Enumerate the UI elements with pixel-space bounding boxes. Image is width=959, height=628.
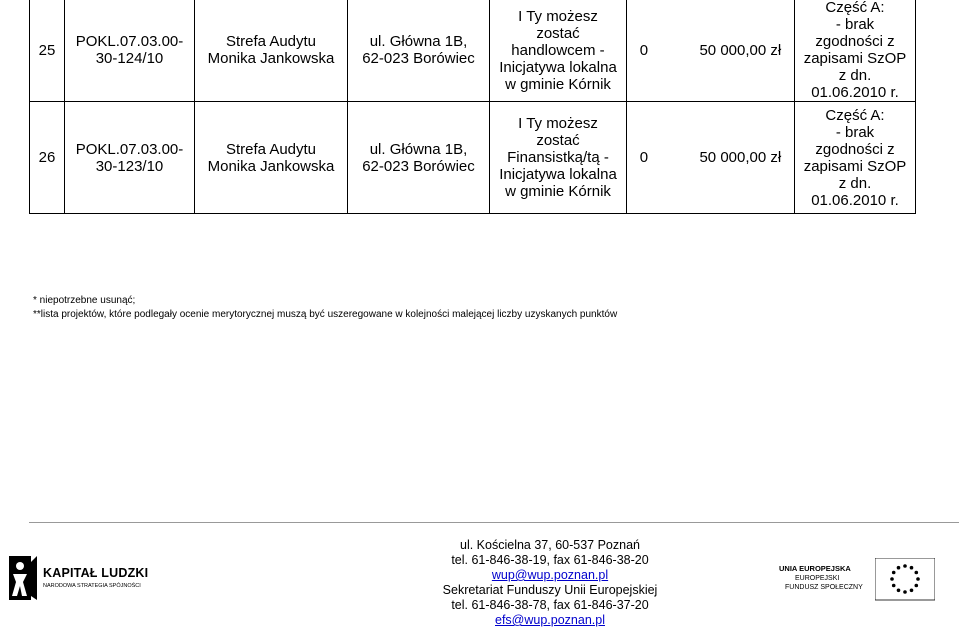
eu-flag-icon [875,558,935,602]
amount-value: 50 000,00 zł [699,41,782,59]
contact-email-link-2[interactable]: efs@wup.poznan.pl [495,613,605,627]
contact-secretariat: Sekretariat Funduszy Unii Europejskiej [442,583,658,597]
kapital-ludzki-subtitle: NARODOWA STRATEGIA SPÓJNOŚCI [43,583,141,589]
applicant-cell: Strefa Audytu Monika Jankowska [195,102,348,214]
remarks-cell: Część A: - brak zgodności z zapisami SzOP z dn. 01.06.2010 r. [795,0,916,102]
lp-cell: 26 [30,102,65,214]
projects-table [29,0,916,214]
eu-logo [773,556,937,606]
footer-divider [29,522,959,523]
kapital-ludzki-title: KAPITAŁ LUDZKI [43,566,149,580]
footnote-2: **lista projektów, które podlegały ocenie merytorycznej muszą być uszeregowane w kolejności malejącej liczby uzyskanych punktów [33,309,618,320]
table-row [30,102,916,214]
lp-cell: 25 [30,0,65,102]
amount-value: 50 000,00 zł [699,149,782,166]
project-number-cell: POKL.07.03.00- 30-124/10 [65,0,195,102]
contact-phone-2: tel. 61-846-38-78, fax 61-846-37-20 [451,598,649,612]
eu-logo-line2: EUROPEJSKI [795,575,840,582]
address-cell: ul. Główna 1B, 62-023 Borówiec [348,102,490,214]
project-title-cell: I Ty możesz zostać Finansistką/tą - Inicjatywa lokalna w gminie Kórnik [490,102,627,214]
points-value: 0 [639,41,649,59]
points-amount-cell [627,102,795,214]
points-value: 0 [639,149,649,166]
points-amount-cell [627,0,795,102]
applicant-cell: Strefa Audytu Monika Jankowska [195,0,348,102]
contact-email-link[interactable]: wup@wup.poznan.pl [491,568,609,582]
footnote-1: * niepotrzebne usunąć; [33,295,136,306]
table-row [30,0,916,102]
eu-logo-line3: FUNDUSZ SPOŁECZNY [785,584,863,591]
contact-phone: tel. 61-846-38-19, fax 61-846-38-20 [451,553,649,567]
contact-address: ul. Kościelna 37, 60-537 Poznań [460,538,640,552]
contact-block [380,538,720,628]
project-number-cell: POKL.07.03.00- 30-123/10 [65,102,195,214]
remarks-cell: Część A: - brak zgodności z zapisami SzOP z dn. 01.06.2010 r. [795,102,916,214]
project-title-cell: I Ty możesz zostać handlowcem - Inicjatywa lokalna w gminie Kórnik [490,0,627,102]
address-cell: ul. Główna 1B, 62-023 Borówiec [348,0,490,102]
eu-logo-line1: UNIA EUROPEJSKA [779,564,851,573]
kapital-ludzki-logo [7,552,147,604]
footnotes [33,294,617,322]
